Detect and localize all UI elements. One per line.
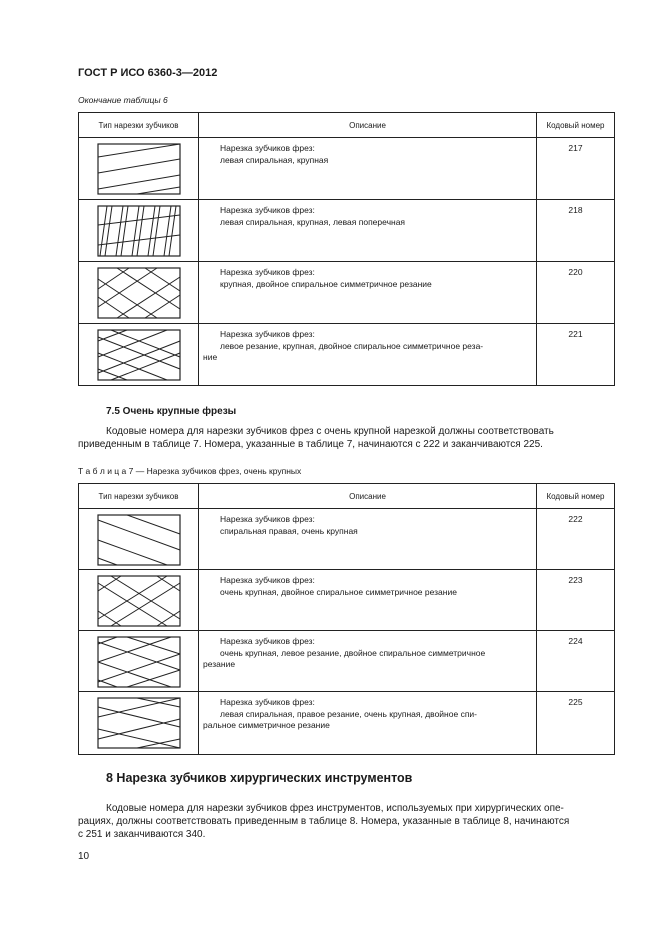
description-cell [199,324,537,386]
description-line: левая спиральная, крупная, левая поперечная [220,216,406,227]
double-spiral-very-coarse-pattern-icon [97,575,181,627]
description-line: очень крупная, левое резание, двойное спиральное симметричное [220,647,486,658]
table-row [79,138,615,200]
description-line: резание [203,659,236,669]
code-cell: 223 [537,570,615,631]
right-spiral-pattern-icon [97,514,181,566]
paragraph-line: рациях, должны соответствовать приведенным в таблице 8. Номера, указанные в таблице 8, начинаются [78,816,570,827]
description-cell [199,570,537,631]
description-cell [199,262,537,324]
double-spiral-very-coarse-right-pattern-icon [97,697,181,749]
paragraph-line: приведенным в таблице 7. Номера, указанные в таблице 7, начинаются с 222 и заканчиваются 225. [78,439,543,450]
section-8-paragraph [78,802,615,841]
section-8-heading: 8 Нарезка зубчиков хирургических инструментов [106,771,413,785]
code-cell: 222 [537,509,615,570]
pattern-cell [79,324,199,386]
table-row [79,570,615,631]
header-code: Кодовый номер [537,484,615,509]
description-line: левая спиральная, правое резание, очень крупная, двойное спи- [220,708,477,719]
table-row [79,262,615,324]
description-cell [199,631,537,692]
double-spiral-very-coarse-left-pattern-icon [97,636,181,688]
pattern-cell [79,138,199,200]
table-7 [78,483,615,755]
code-cell: 220 [537,262,615,324]
description-cell [199,509,537,570]
description-line: Нарезка зубчиков фрез: [220,329,315,339]
description-line: левое резание, крупная, двойное спиральное симметричное реза- [220,340,484,351]
description-cell [199,200,537,262]
page-number: 10 [78,851,90,862]
description-line: Нарезка зубчиков фрез: [220,697,315,707]
table-row [79,200,615,262]
code-cell: 218 [537,200,615,262]
code-cell: 225 [537,692,615,755]
description-line: Нарезка зубчиков фрез: [220,636,315,646]
pattern-cell [79,631,199,692]
header-code: Кодовый номер [537,113,615,138]
section-7-5-paragraph [78,425,615,451]
description-line: спиральная правая, очень крупная [220,525,358,536]
paragraph-line: Кодовые номера для нарезки зубчиков фрез с очень крупной нарезкой должны соответствовать [106,426,554,437]
table-6 [78,112,615,386]
table-header-row [79,484,615,509]
left-spiral-cross-pattern-icon [97,205,181,257]
table-row [79,324,615,386]
table-row [79,509,615,570]
pattern-cell [79,692,199,755]
header-pattern-type: Тип нарезки зубчиков [79,113,199,138]
description-line: Нарезка зубчиков фрез: [220,205,315,215]
left-spiral-coarse-pattern-icon [97,143,181,195]
section-7-5-heading: 7.5 Очень крупные фрезы [106,406,237,417]
double-spiral-left-pattern-icon [97,329,181,381]
document-header: ГОСТ Р ИСО 6360-3—2012 [78,67,218,79]
paragraph-line: Кодовые номера для нарезки зубчиков фрез инструментов, используемых при хирургических опе- [106,803,564,814]
pattern-cell [79,509,199,570]
double-spiral-pattern-icon [97,267,181,319]
description-cell [199,692,537,755]
pattern-cell [79,262,199,324]
table6-continuation-note: Окончание таблицы 6 [78,95,168,105]
code-cell: 224 [537,631,615,692]
code-cell: 221 [537,324,615,386]
paragraph-line: с 251 и заканчиваются 340. [78,829,206,840]
table-header-row [79,113,615,138]
description-line: очень крупная, двойное спиральное симметричное резание [220,586,457,597]
description-line: ральное симметричное резание [203,720,330,730]
header-description: Описание [199,113,537,138]
table-row [79,631,615,692]
description-line: Нарезка зубчиков фрез: [220,514,315,524]
description-line: Нарезка зубчиков фрез: [220,267,315,277]
pattern-cell [79,200,199,262]
code-cell: 217 [537,138,615,200]
description-cell [199,138,537,200]
description-line: левая спиральная, крупная [220,154,329,165]
table7-caption: Т а б л и ц а 7 — Нарезка зубчиков фрез, очень крупных [78,466,302,476]
table-row [79,692,615,755]
header-description: Описание [199,484,537,509]
description-line: Нарезка зубчиков фрез: [220,575,315,585]
description-line: крупная, двойное спиральное симметричное резание [220,278,432,289]
pattern-cell [79,570,199,631]
description-line: ние [203,352,218,362]
description-line: Нарезка зубчиков фрез: [220,143,315,153]
header-pattern-type: Тип нарезки зубчиков [79,484,199,509]
